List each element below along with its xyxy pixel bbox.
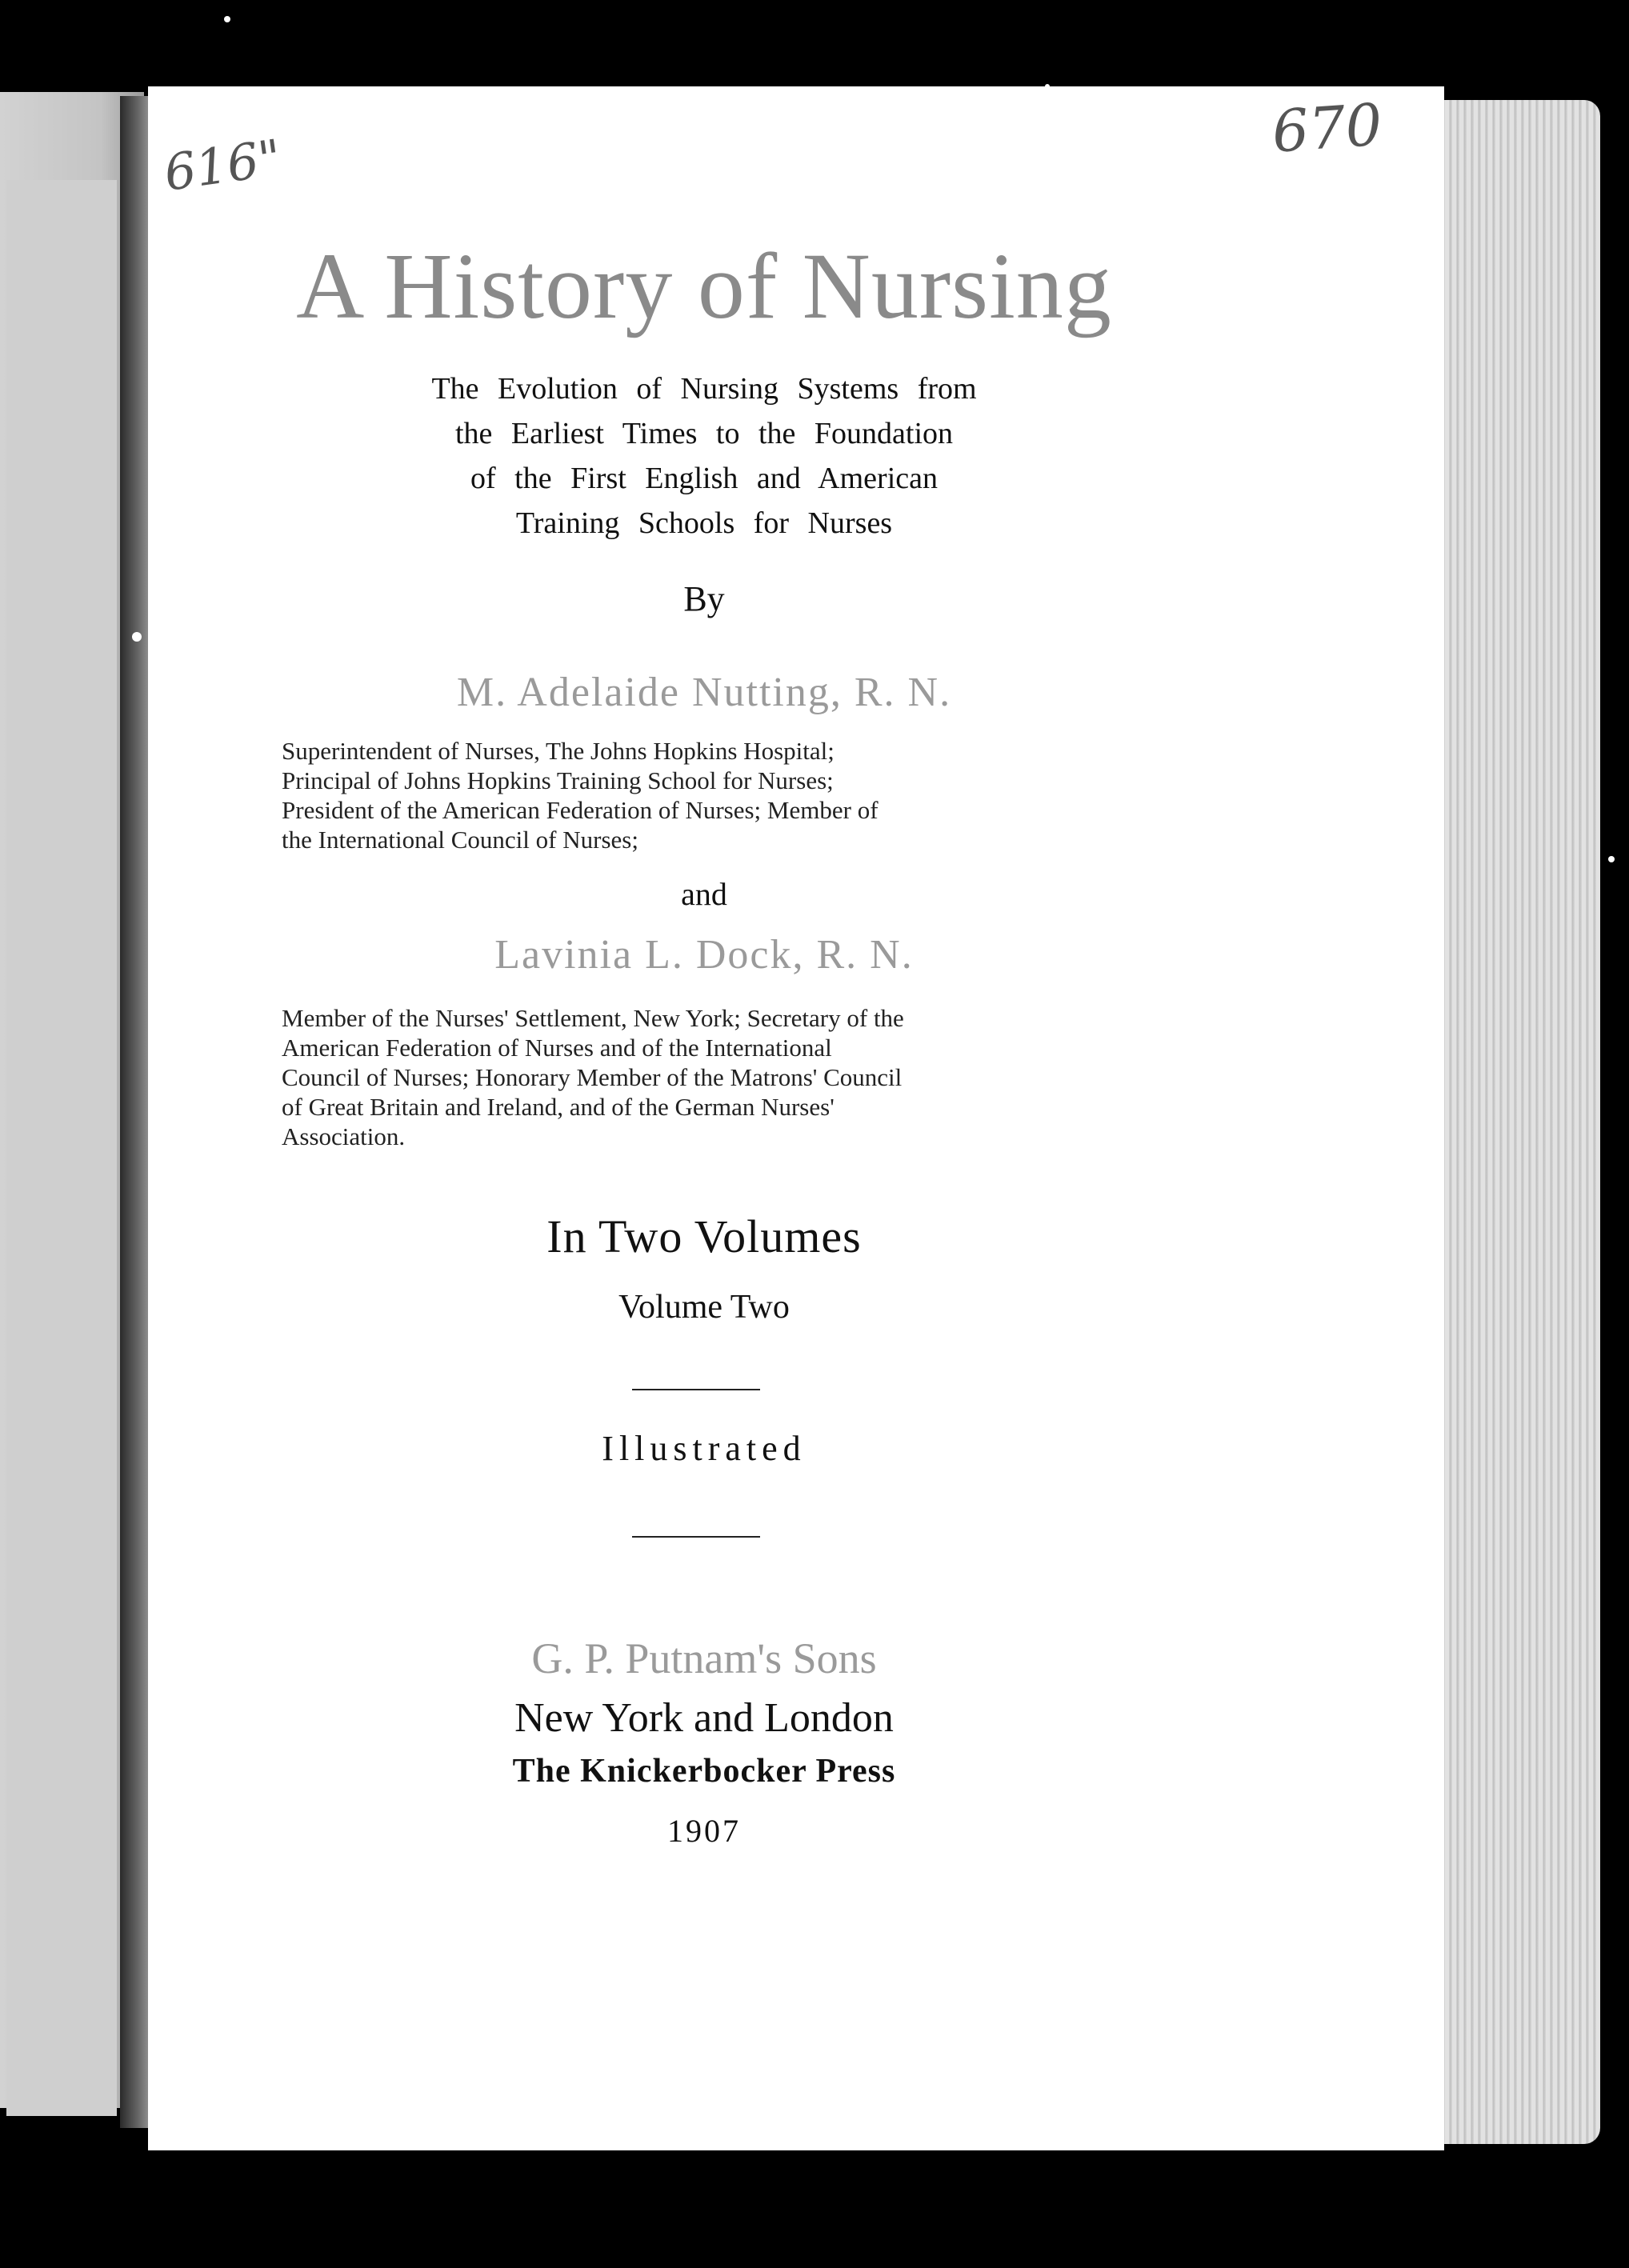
subtitle-line: Training Schools for Nurses	[515, 506, 893, 540]
credential-line: Principal of Johns Hopkins Training School for Nurses;	[282, 766, 834, 794]
by-line: By	[683, 579, 725, 618]
publisher-place: New York and London	[514, 1695, 894, 1741]
subtitle-line: The Evolution of Nursing Systems from	[431, 372, 977, 406]
credential-line: Member of the Nurses' Settlement, New York; Secretary of the	[282, 1004, 904, 1032]
divider-rule	[632, 1389, 760, 1390]
author-name-dock: Lavinia L. Dock, R. N.	[494, 932, 914, 978]
and-conjunction: and	[681, 876, 727, 912]
credential-line: President of the American Federation of Nurses; Member of	[282, 796, 879, 824]
scan-speck	[1608, 856, 1615, 862]
subtitle-line: of the First English and American	[470, 462, 938, 495]
facing-page-surface	[6, 180, 117, 2116]
author-credentials-nutting	[282, 736, 1114, 854]
credential-line: the International Council of Nurses;	[282, 826, 638, 854]
book-gutter	[120, 96, 152, 2128]
credential-line: Association.	[282, 1122, 406, 1150]
publication-year: 1907	[667, 1813, 741, 1849]
press-name: The Knickerbocker Press	[512, 1753, 896, 1790]
author-credentials-dock	[282, 1003, 1114, 1151]
credential-line: Superintendent of Nurses, The Johns Hopkins Hospital;	[282, 737, 835, 765]
scan-speck	[224, 16, 230, 22]
volumes-heading: In Two Volumes	[546, 1210, 862, 1262]
scan-speck	[1045, 84, 1050, 89]
volume-number: Volume Two	[618, 1289, 790, 1326]
handwritten-mark-right: 670	[1270, 90, 1385, 166]
credential-line: of Great Britain and Ireland, and of the German Nurses'	[282, 1093, 835, 1121]
subtitle	[336, 366, 1072, 546]
credential-line: Council of Nurses; Honorary Member of the Matrons' Council	[282, 1063, 903, 1091]
publisher-name: G. P. Putnam's Sons	[531, 1634, 877, 1682]
credential-line: American Federation of Nurses and of the International	[282, 1034, 832, 1062]
book-title: A History of Nursing	[296, 234, 1112, 338]
scan-speck	[132, 632, 142, 642]
handwritten-mark-left: 616"	[160, 128, 286, 202]
author-name-nutting: M. Adelaide Nutting, R. N.	[456, 670, 952, 715]
illustrated-note: Illustrated	[602, 1429, 806, 1468]
divider-rule	[632, 1536, 760, 1538]
subtitle-line: the Earliest Times to the Foundation	[454, 417, 954, 450]
